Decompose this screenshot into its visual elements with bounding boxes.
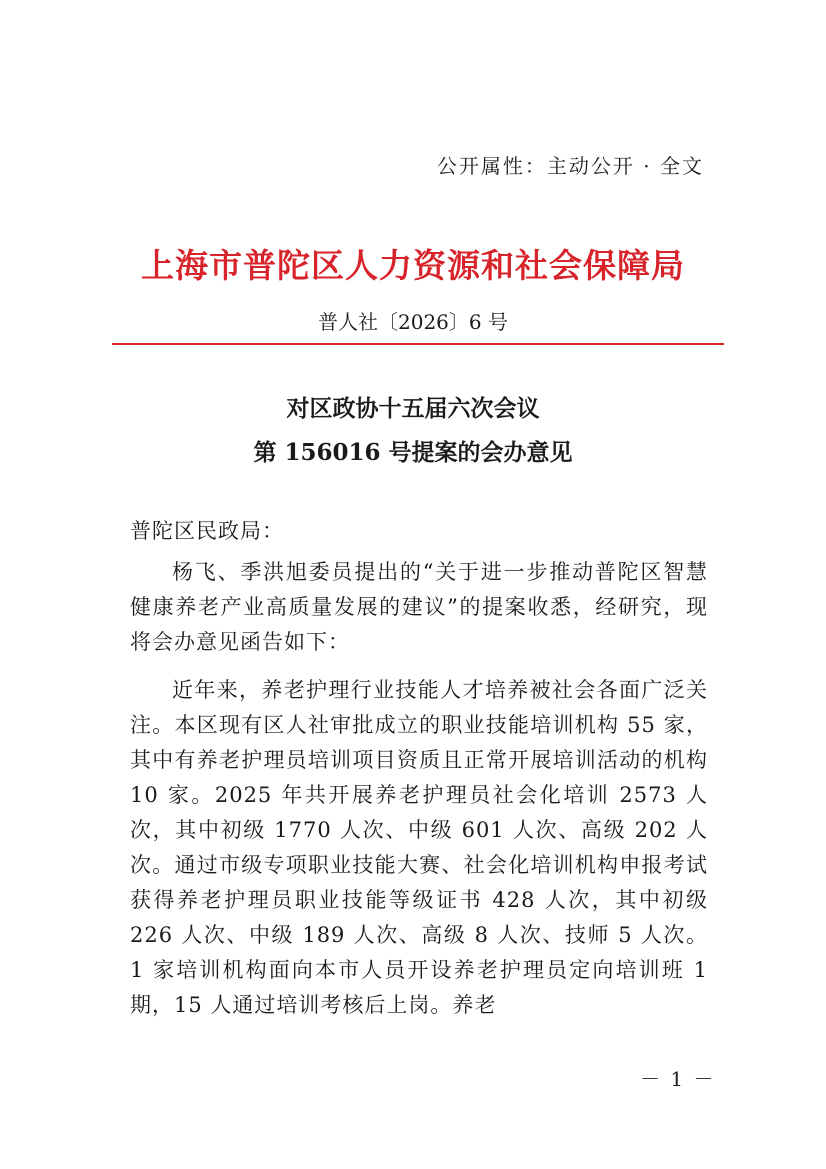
- red-divider: [112, 343, 724, 345]
- addressee: 普陀区民政局：: [130, 519, 284, 543]
- document-title-line-2: 第 156016 号提案的会办意见: [253, 439, 573, 466]
- page-number: － 1 －: [640, 1067, 716, 1091]
- body-paragraph-2: 近年来，养老护理行业技能人才培养被社会各面广泛关注。本区现有区人社审批成立的职业技能培训机构 55 家，其中有养老护理员培训项目资质且正常开展培训活动的机构 10 家。2025 年共开展养老护理员社会化培训 2573 人次，其中初级 1770 人次、中级 601 人次、高级 202 人次。通过市级专项职业技能大赛、社会化培训机构申报考试获得养老护理员职业技能等级证书 428 人次，其中初级 226 人次、中级 189 人次、高级 8 人次、技师 5 人次。1 家培训机构面向本市人员开设养老护理员定向培训班 1 期，15 人通过培训考核后上岗。养老: [130, 678, 708, 1017]
- disclosure-attribute: 公开属性：主动公开 · 全文: [436, 154, 704, 178]
- body-paragraph-1: 杨飞、季洪旭委员提出的“关于进一步推动普陀区智慧健康养老产业高质量发展的建议”的提案收悉，经研究，现将会办意见函告如下：: [130, 560, 708, 654]
- document-number: 普人社〔2026〕6 号: [318, 310, 508, 334]
- issuing-organization: 上海市普陀区人力资源和社会保障局: [141, 246, 685, 285]
- document-title-line-1: 对区政协十五届六次会议: [286, 395, 540, 422]
